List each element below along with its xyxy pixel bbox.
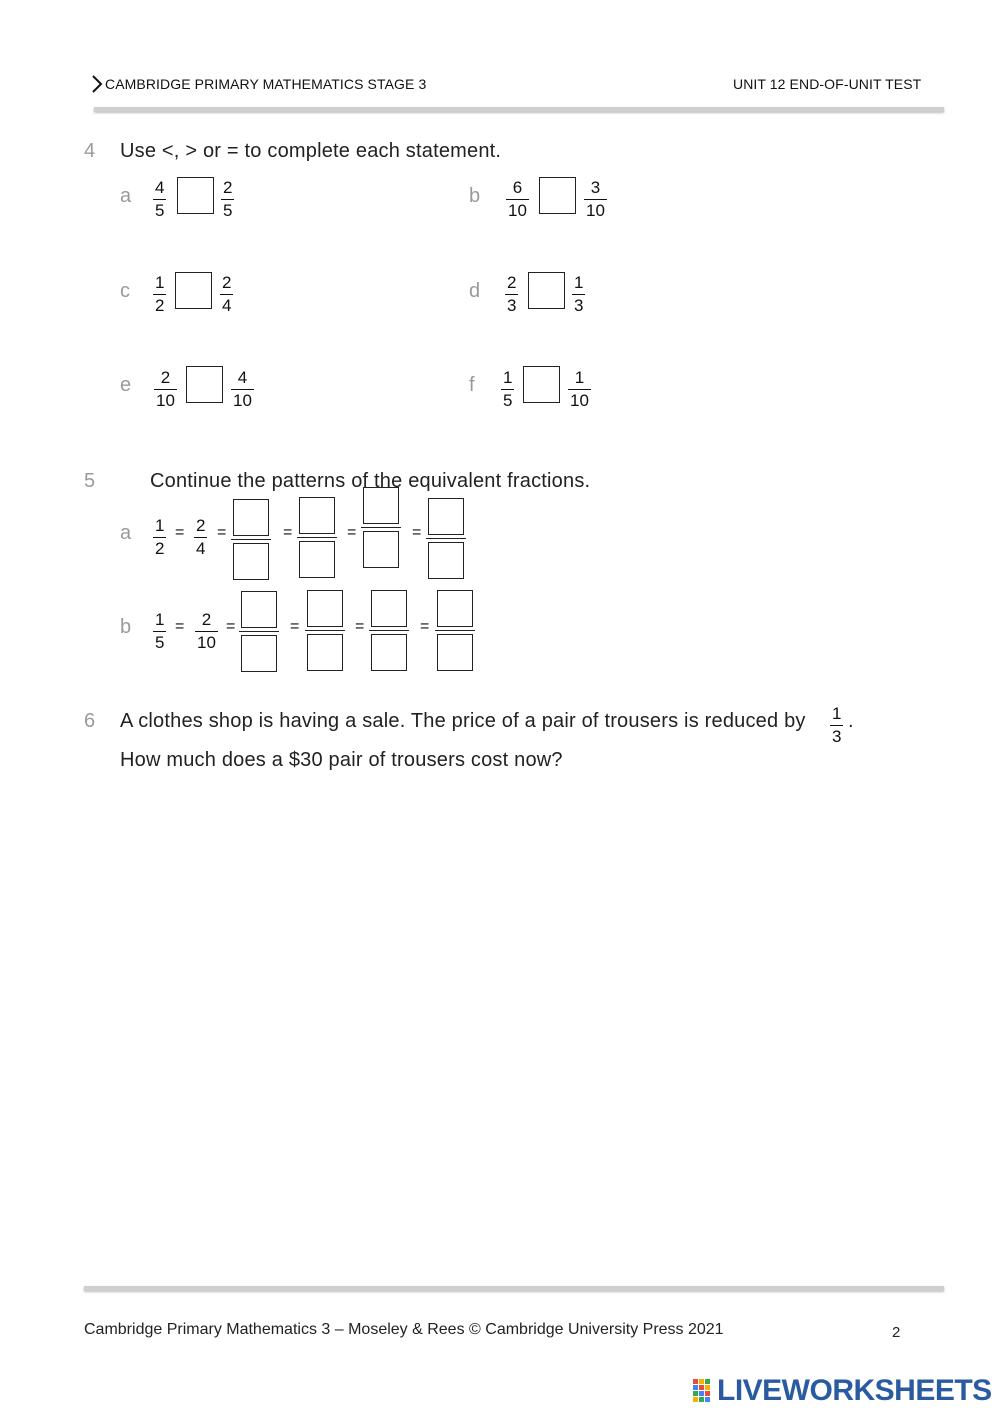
q5a-label: a [120,522,132,544]
q4d-right-fraction: 1 3 [574,273,584,316]
q5a-blank-fraction-3[interactable] [361,487,401,568]
q4c-right-fraction: 2 4 [222,273,232,316]
q5-number: 5 [84,470,96,492]
q4d-answer-box[interactable] [528,272,565,309]
q4f-right-fraction: 1 10 [570,368,589,411]
q4a-label: a [120,185,132,207]
q4b-left-fraction: 6 10 [508,178,527,221]
header-rule [94,107,944,112]
q5a-blank-fraction-2[interactable] [297,497,337,578]
q5-text: Continue the patterns of the equivalent fractions. [150,470,591,492]
q4d-left-fraction: 2 3 [507,273,517,316]
q5b-blank-fraction-2[interactable] [305,590,345,671]
q4b-label: b [469,185,481,207]
q4e-right-fraction: 4 10 [233,368,252,411]
q6-period: . [848,710,854,732]
q4e-answer-box[interactable] [186,366,223,403]
q6-text-line-2: How much does a $30 pair of trousers cost now? [120,749,563,771]
q6-fraction: 1 3 [832,704,842,747]
header-unit: UNIT 12 END-OF-UNIT TEST [733,76,922,92]
q4a-answer-box[interactable] [177,177,214,214]
q4-text: Use <, > or = to complete each statement. [120,140,502,162]
q5b-fraction-2: 2 10 [197,610,216,653]
equals-sign: = [355,618,365,635]
equals-sign: = [217,524,227,541]
q4f-label: f [469,374,475,396]
footer-rule [84,1286,944,1291]
equals-sign: = [175,618,185,635]
q4e-label: e [120,374,132,396]
q5b-blank-fraction-1[interactable] [239,591,279,672]
header-title: CAMBRIDGE PRIMARY MATHEMATICS STAGE 3 [105,76,427,92]
q4a-right-fraction: 2 5 [223,178,233,221]
q6-text-line-1: A clothes shop is having a sale. The price of a pair of trousers is reduced by [120,710,806,732]
equals-sign: = [283,524,293,541]
equals-sign: = [226,618,236,635]
q4-number: 4 [84,140,96,162]
equals-sign: = [420,618,430,635]
liveworksheets-logo-text: LIVEWORKSHEETS [717,1374,992,1407]
q5a-blank-fraction-1[interactable] [231,499,271,580]
liveworksheets-logo [693,1374,992,1408]
page-number: 2 [892,1324,901,1341]
chevron-right-icon [91,75,103,93]
q5b-fraction-1: 1 5 [155,610,165,653]
q5b-blank-fraction-3[interactable] [369,590,409,671]
q5a-fraction-2: 2 4 [196,516,206,559]
equals-sign: = [290,618,300,635]
q4c-left-fraction: 1 2 [155,273,165,316]
q6-number: 6 [84,710,96,732]
q5a-blank-fraction-4[interactable] [426,498,466,579]
q4b-right-fraction: 3 10 [586,178,605,221]
q4f-left-fraction: 1 5 [503,368,513,411]
liveworksheets-logo-icon [693,1378,717,1404]
equals-sign: = [175,524,185,541]
q5b-label: b [120,616,132,638]
footer-credit: Cambridge Primary Mathematics 3 – Moseley & Rees © Cambridge University Press 2021 [84,1321,724,1338]
q4c-label: c [120,280,130,302]
q4f-answer-box[interactable] [523,366,560,403]
q5b-blank-fraction-4[interactable] [435,590,475,671]
q5a-fraction-1: 1 2 [155,516,165,559]
q4e-left-fraction: 2 10 [156,368,175,411]
equals-sign: = [412,524,422,541]
q4a-left-fraction: 4 5 [155,178,165,221]
q4b-answer-box[interactable] [539,177,576,214]
equals-sign: = [347,524,357,541]
q4d-label: d [469,280,481,302]
q4c-answer-box[interactable] [175,272,212,309]
